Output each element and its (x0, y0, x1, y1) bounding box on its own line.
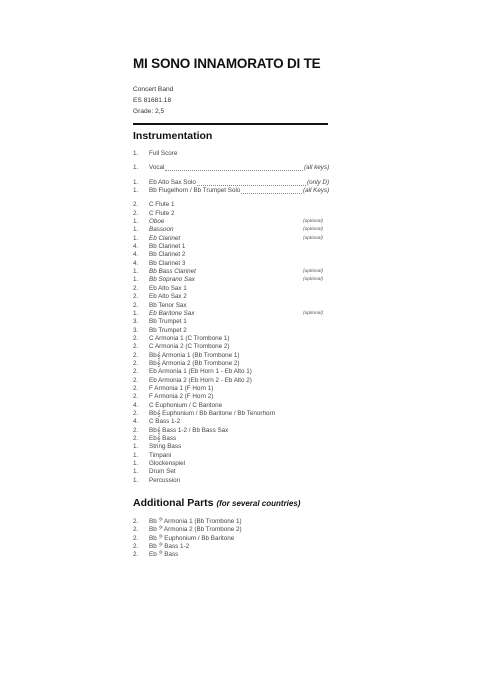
list-item (133, 335, 333, 343)
list-item (133, 251, 333, 259)
list-item (133, 276, 333, 284)
list-item (133, 435, 333, 443)
list-item (133, 468, 333, 476)
part-name: Eb Alto Sax 1 (149, 284, 187, 292)
part-quantity: 3. (133, 326, 139, 334)
list-item (133, 293, 333, 301)
part-name: Bb Bass Clarinet (149, 268, 196, 276)
part-quantity: 4. (133, 418, 139, 426)
part-keys: (all keys) (304, 164, 330, 172)
heading-rule (133, 123, 328, 125)
list-item (133, 526, 333, 534)
list-item (133, 360, 333, 368)
list-item (133, 343, 333, 351)
part-quantity: 4. (133, 259, 139, 267)
list-item (133, 302, 333, 310)
part-quantity: 2. (133, 376, 139, 384)
part-quantity: 1. (133, 309, 139, 317)
part-quantity: 1. (133, 218, 139, 226)
part-quantity: 2. (133, 518, 139, 526)
part-name: Full Score (149, 150, 178, 157)
part-quantity: 1. (133, 276, 139, 284)
additional-title: Additional Parts (133, 497, 214, 510)
part-quantity: 2. (133, 534, 139, 542)
list-item (133, 268, 333, 276)
list-item (133, 187, 333, 195)
optional-label: (optional) (303, 219, 323, 225)
list-item (133, 179, 333, 187)
part-name: Bb 𝄢 Armonia 2 (Bb Trombone 2) (149, 526, 242, 534)
part-quantity: 4. (133, 401, 139, 409)
part-quantity: 4. (133, 243, 139, 251)
part-name: Eb𝄞 Bass (149, 435, 177, 442)
part-quantity: 1. (133, 476, 139, 484)
part-name: Eb 𝄢 Bass (149, 551, 179, 559)
meta-block (133, 84, 333, 117)
catalog-number: ES 81681.18 (133, 97, 172, 104)
group-score (133, 150, 333, 158)
part-name: Bb Tenor Sax (149, 301, 187, 309)
part-name: Percussion (149, 476, 181, 484)
part-name: Bassoon (149, 226, 174, 234)
part-name: Bb Clarinet 3 (149, 259, 186, 267)
part-name: Bb Trumpet 1 (149, 318, 187, 326)
list-item (133, 443, 333, 451)
part-name: Bb Clarinet 2 (149, 251, 186, 259)
optional-label: (optional) (303, 310, 323, 316)
part-name: Eb Armonia 2 (Eb Horn 2 - Eb Alto 2) (149, 376, 252, 384)
part-quantity: 1. (133, 234, 139, 242)
part-quantity: 3. (133, 318, 139, 326)
group-solo (133, 179, 333, 196)
list-item (133, 551, 333, 559)
part-quantity: 2. (133, 343, 139, 351)
part-name: C Armonia 1 (C Trombone 1) (149, 334, 230, 342)
part-name: Vocal (149, 164, 165, 172)
part-name: C Flute 1 (149, 201, 175, 209)
part-name: C Armonia 2 (C Trombone 2) (149, 343, 230, 351)
part-name: F Armonia 1 (F Horn 1) (149, 384, 214, 392)
list-item (133, 402, 333, 410)
list-item (133, 477, 333, 485)
list-item (133, 210, 333, 218)
list-item (133, 427, 333, 435)
additional-subtitle: (for several countries) (216, 499, 301, 509)
dot-leader (165, 164, 303, 171)
part-quantity: 2. (133, 551, 139, 559)
optional-label: (optional) (303, 277, 323, 283)
part-name: Oboe (149, 218, 165, 226)
part-name: F Armonia 2 (F Horn 2) (149, 393, 214, 401)
list-item (133, 201, 333, 209)
list-item (133, 218, 333, 226)
list-item (133, 318, 333, 326)
optional-label: (optional) (303, 269, 323, 275)
part-keys: (all Keys) (303, 187, 330, 195)
list-item (133, 393, 333, 401)
part-quantity: 1. (133, 451, 139, 459)
part-name: Bb 𝄢 Armonia 1 (Bb Trombone 1) (149, 518, 242, 526)
part-name: Bb 𝄢 Bass 1-2 (149, 543, 190, 551)
part-name: Eb Alto Sax Solo (149, 178, 196, 186)
part-quantity: 2. (133, 209, 139, 217)
part-name: Eb Baritone Sax (149, 309, 195, 317)
list-item (133, 452, 333, 460)
part-name: Bb𝄞 Euphonium / Bb Baritone / Bb Tenorhorn (149, 409, 276, 417)
part-quantity: 2. (133, 384, 139, 392)
dot-leader (197, 179, 306, 186)
part-name: C Flute 2 (149, 209, 175, 217)
part-quantity: 1. (133, 187, 139, 195)
part-quantity: 1. (133, 443, 139, 451)
part-quantity: 2. (133, 409, 139, 417)
part-quantity: 2. (133, 293, 139, 301)
grade-label: Grade: 2,5 (133, 108, 165, 115)
part-name: Eb Clarinet (149, 234, 181, 242)
part-name: Bb Soprano Sax (149, 276, 195, 284)
part-name: Eb Armonia 1 (Eb Horn 1 - Eb Alto 1) (149, 368, 252, 376)
part-name: Bb 𝄢 Euphonium / Bb Baritone (149, 534, 235, 542)
part-name: Glockenspiel (149, 460, 186, 468)
list-item (133, 377, 333, 385)
part-quantity: 2. (133, 543, 139, 551)
document-page (133, 56, 333, 560)
part-name: Bb Flugelhorn / Bb Trumpet Solo (149, 187, 241, 195)
optional-label: (optional) (303, 235, 323, 241)
list-item (133, 260, 333, 268)
part-name: Timpani (149, 451, 172, 459)
part-quantity: 1. (133, 226, 139, 234)
parts-list (133, 201, 333, 485)
part-quantity: 1. (133, 268, 139, 276)
part-name: Bb𝄞 Armonia 2 (Bb Trombone 2) (149, 359, 240, 367)
part-name: C Euphonium / C Baritone (149, 401, 223, 409)
part-quantity: 2. (133, 426, 139, 434)
list-item (133, 226, 333, 234)
dot-leader (241, 187, 302, 194)
part-quantity: 2. (133, 201, 139, 209)
additional-parts-list (133, 518, 333, 560)
list-item (133, 460, 333, 468)
part-name: Drum Set (149, 468, 176, 476)
group-vocal (133, 164, 333, 172)
list-item (133, 385, 333, 393)
optional-label: (optional) (303, 227, 323, 233)
part-quantity: 2. (133, 334, 139, 342)
part-name: Bb Clarinet 1 (149, 243, 186, 251)
part-name: Bb Trumpet 2 (149, 326, 187, 334)
part-quantity: 2. (133, 301, 139, 309)
part-quantity: 1. (133, 164, 139, 172)
list-item (133, 164, 333, 172)
list-item (133, 235, 333, 243)
ensemble-label: Concert Band (133, 86, 174, 93)
list-item (133, 543, 333, 551)
list-item (133, 327, 333, 335)
instrumentation-heading: Instrumentation (133, 130, 213, 142)
list-item (133, 418, 333, 426)
part-quantity: 2. (133, 351, 139, 359)
part-quantity: 1. (133, 460, 139, 468)
part-quantity: 2. (133, 368, 139, 376)
part-name: Bb𝄞 Bass 1-2 / Bb Bass Sax (149, 426, 229, 434)
list-item (133, 535, 333, 543)
part-name: Eb Alto Sax 2 (149, 293, 187, 301)
part-quantity: 2. (133, 526, 139, 534)
list-item (133, 368, 333, 376)
part-quantity: 2. (133, 359, 139, 367)
part-quantity: 4. (133, 251, 139, 259)
part-quantity: 1. (133, 150, 139, 157)
part-quantity: 2. (133, 393, 139, 401)
part-name: C Bass 1-2 (149, 418, 181, 426)
part-quantity: 1. (133, 178, 139, 186)
part-name: String Bass (149, 443, 182, 451)
part-quantity: 2. (133, 435, 139, 442)
list-item (133, 352, 333, 360)
page-title: MI SONO INNAMORATO DI TE (133, 56, 321, 71)
part-name: Bb𝄞 Armonia 1 (Bb Trombone 1) (149, 351, 240, 359)
list-item (133, 285, 333, 293)
list-item (133, 243, 333, 251)
part-quantity: 1. (133, 468, 139, 476)
list-item (133, 410, 333, 418)
part-quantity: 2. (133, 284, 139, 292)
part-keys: (only D) (307, 178, 330, 186)
additional-heading (133, 497, 333, 509)
list-item (133, 310, 333, 318)
list-item (133, 150, 333, 158)
list-item (133, 518, 333, 526)
